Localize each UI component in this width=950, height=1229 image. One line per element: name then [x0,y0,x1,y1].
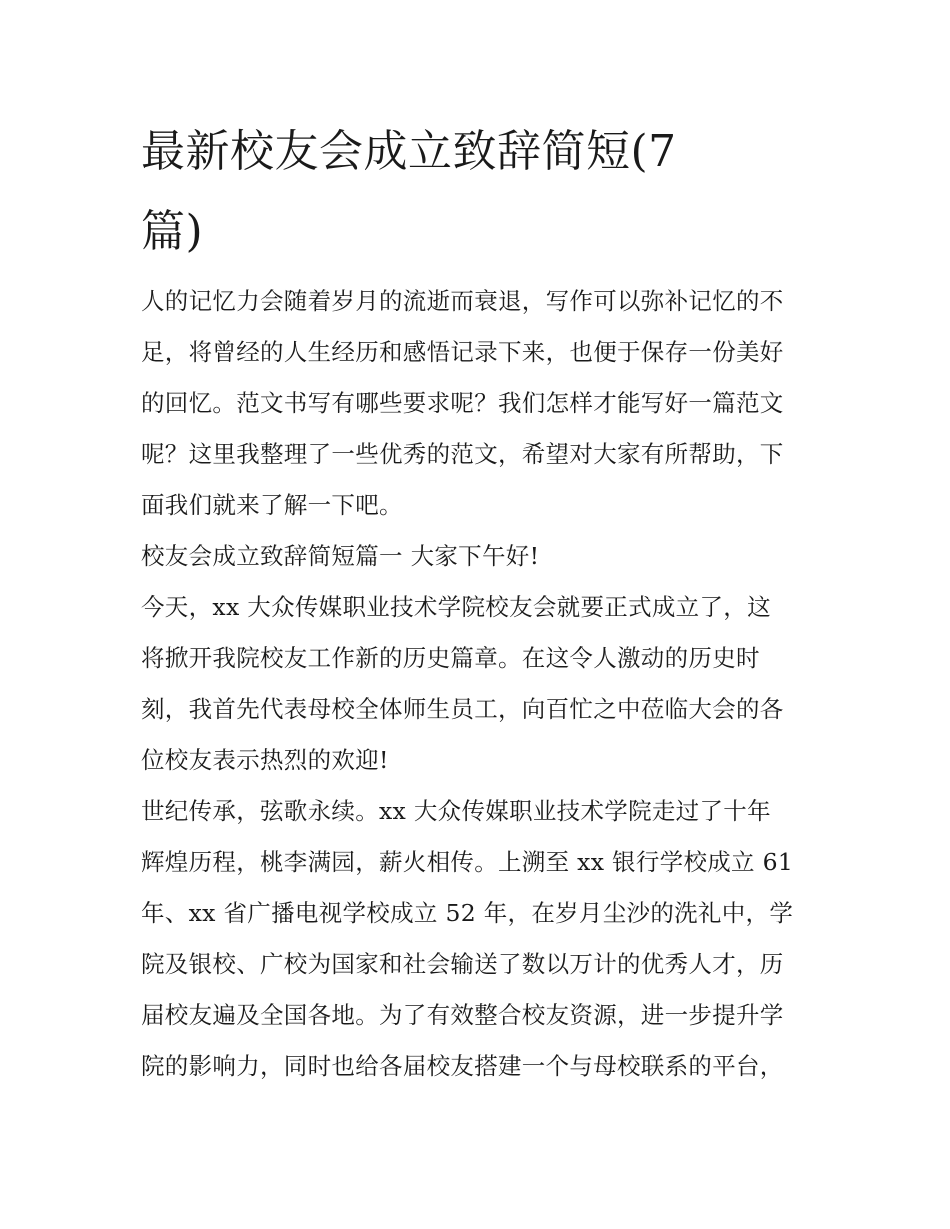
section-heading-line: 校友会成立致辞简短篇一 大家下午好! [141,542,540,570]
body-line: 辉煌历程，桃李满园，薪火相传。上溯至 xx 银行学校成立 61 [141,848,794,876]
body-line: 的回忆。范文书写有哪些要求呢？我们怎样才能写好一篇范文 [141,389,784,417]
body-line: 将掀开我院校友工作新的历史篇章。在这令人激动的历史时 [141,644,760,672]
body-line: 今天，xx 大众传媒职业技术学院校友会就要正式成立了，这 [141,593,771,621]
body-line: 足，将曾经的人生经历和感悟记录下来，也便于保存一份美好 [141,338,784,366]
title-line-2: 篇) [141,206,204,257]
body-line: 年、xx 省广播电视学校成立 52 年，在岁月尘沙的洗礼中，学 [141,899,794,927]
document-body [141,276,821,1092]
document-title [141,112,781,272]
title-line-1: 最新校友会成立致辞简短(7 [141,126,677,177]
body-line: 面我们就来了解一下吧。 [141,491,403,519]
body-line: 世纪传承，弦歌永续。xx 大众传媒职业技术学院走过了十年 [141,797,771,825]
body-line: 呢？这里我整理了一些优秀的范文，希望对大家有所帮助，下 [141,440,784,468]
body-line: 院及银校、广校为国家和社会输送了数以万计的优秀人才，历 [141,950,784,978]
body-line: 位校友表示热烈的欢迎! [141,746,389,774]
body-line: 院的影响力，同时也给各届校友搭建一个与母校联系的平台， [141,1052,784,1080]
body-line: 刻，我首先代表母校全体师生员工，向百忙之中莅临大会的各 [141,695,784,723]
body-line: 届校友遍及全国各地。为了有效整合校友资源，进一步提升学 [141,1001,784,1029]
body-line: 人的记忆力会随着岁月的流逝而衰退，写作可以弥补记忆的不 [141,287,784,315]
